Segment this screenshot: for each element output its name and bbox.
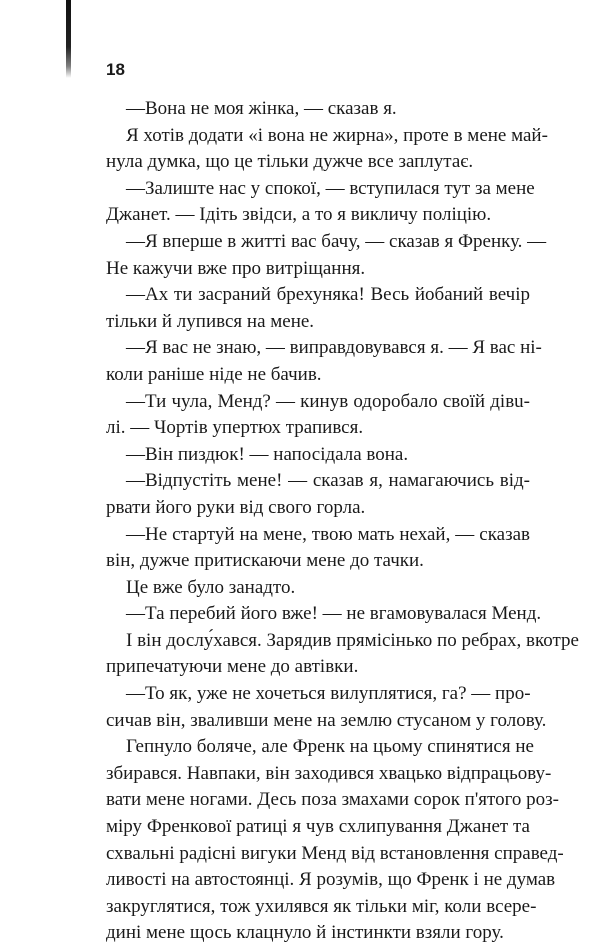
text-line: —Ах ти засраний брехуняка! Весь йобаний вечір bbox=[126, 284, 530, 306]
text-line: —Відпустіть мене! — сказав я, намагаючись від- bbox=[126, 470, 530, 492]
text-line: —Вона не моя жінка, — сказав я. bbox=[126, 98, 397, 119]
text-line: —То як, уже не хочеться вилуплятися, га? — про- bbox=[126, 683, 531, 705]
text-line: він, дужче притискаючи мене до тачки. bbox=[106, 550, 424, 572]
text-line: ливості на автостоянці. Я розумів, що Френк і не думав bbox=[106, 869, 556, 891]
text-line: Це вже було занадто. bbox=[126, 576, 296, 598]
text-line: Джанет. — Ідіть звідси, а то я викличу поліцію. bbox=[106, 204, 492, 226]
text-line: —Не стартуй на мене, твою мать нехай, — сказав bbox=[126, 523, 530, 545]
page-binding-edge bbox=[66, 0, 71, 78]
text-line: дині мене щось клацнуло й інстинкти взяли гору. bbox=[106, 922, 504, 944]
text-line: нула думка, що це тільки дужче все заплутає. bbox=[106, 151, 474, 173]
text-line: —Він пиздюк! — напосідала вона. bbox=[126, 443, 409, 465]
text-line: коли раніше ніде не бачив. bbox=[106, 363, 322, 385]
text-line: Я хотів додати «і вона не жирна», проте в мене май- bbox=[126, 124, 548, 146]
text-line: —Ти чула, Менд? — кинув одоробало своїй дівu- bbox=[126, 390, 530, 412]
page-number: 18 bbox=[106, 60, 125, 79]
text-line: лі. — Чортів упертюх трапився. bbox=[106, 417, 364, 439]
text-line: І він дослу́хався. Зарядив прямісінько по ребрах, вкотре bbox=[126, 629, 579, 651]
text-line: рвати його руки від свого горла. bbox=[106, 496, 366, 518]
text-line: вати мене ногами. Десь поза змахами сорок п'ятого роз- bbox=[106, 789, 559, 811]
body-text bbox=[106, 96, 579, 947]
text-line: схвальні радісні вигуки Менд від встановлення справед- bbox=[106, 842, 564, 864]
text-line: тільки й лупився на мене. bbox=[106, 310, 315, 332]
text-line: закруглятися, тож ухилявся як тільки міг, коли всере- bbox=[106, 895, 537, 917]
text-line: збирався. Навпаки, він заходився хвацько відпрацьову- bbox=[106, 762, 552, 784]
text-line: припечатуючи мене до автівки. bbox=[106, 656, 359, 678]
text-line: сичав він, зваливши мене на землю стусаном у голову. bbox=[106, 709, 547, 731]
text-line: —Залиште нас у спокої, — вступилася тут за мене bbox=[126, 177, 535, 199]
text-line: міру Френкової ратиці я чув схлипування Джанет та bbox=[106, 816, 530, 838]
text-line: Гепнуло боляче, але Френк на цьому спинятися не bbox=[126, 736, 534, 758]
text-line: —Та перебий його вже! — не вгамовувалася Менд. bbox=[126, 603, 542, 625]
text-line: —Я вас не знаю, — виправдовувався я. — Я вас ні- bbox=[126, 337, 542, 359]
text-line: Не кажучи вже про витріщання. bbox=[106, 257, 366, 279]
text-line: —Я вперше в житті вас бачу, — сказав я Френку. — bbox=[126, 230, 547, 252]
